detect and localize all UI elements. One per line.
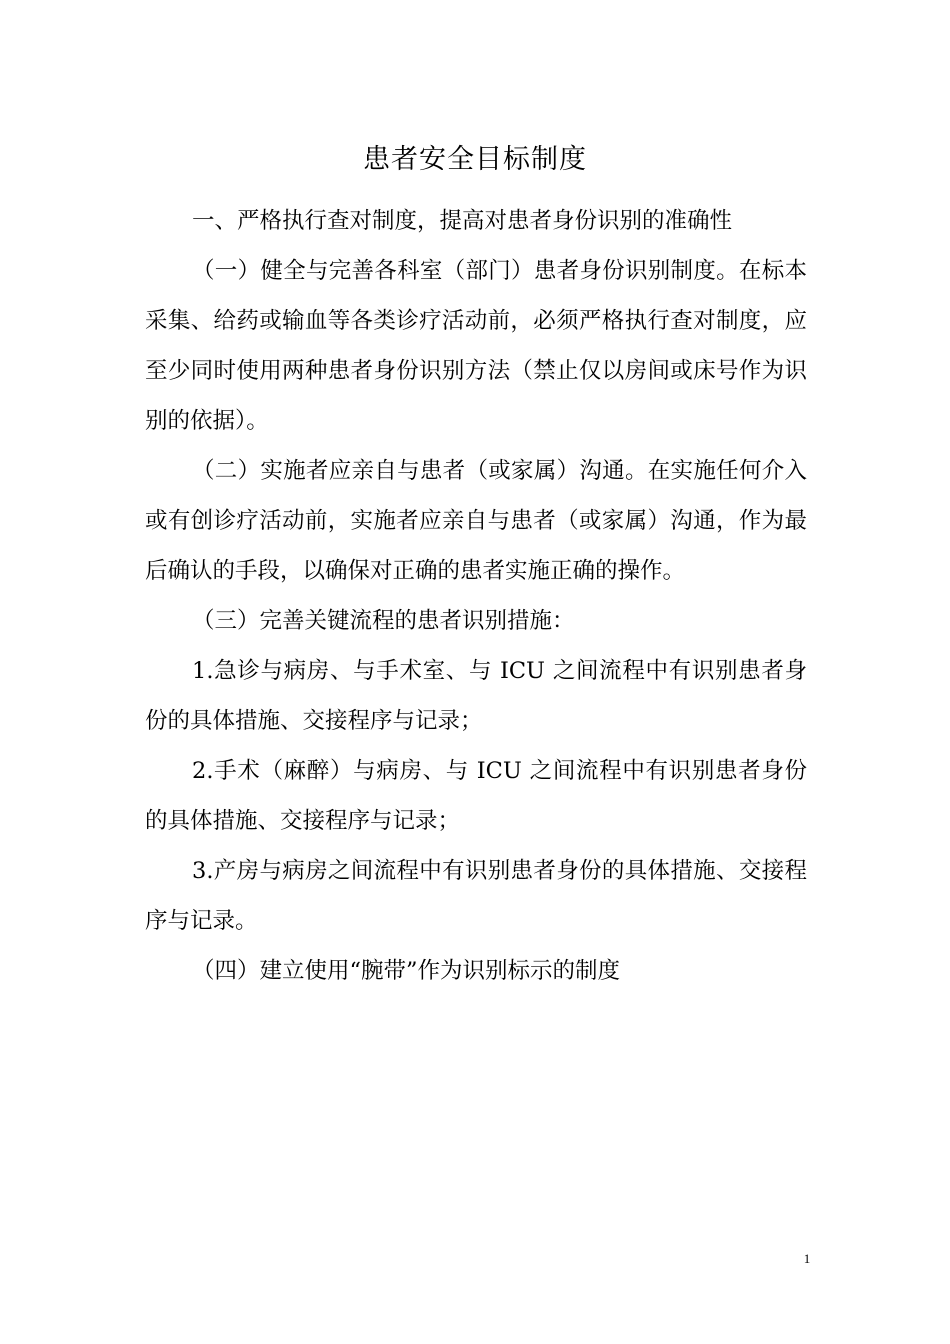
paragraph-key-process: （三）完善关键流程的患者识别措施： — [192, 608, 575, 634]
section-heading-1: 一、严格执行查对制度，提高对患者身份识别的准确性 — [192, 208, 733, 234]
document-body — [145, 196, 807, 996]
document-title: 患者安全目标制度 — [363, 144, 587, 175]
list-item-delivery-room: 3.产房与病房之间流程中有识别患者身份的具体措施、交接程序与记录。 — [145, 858, 807, 934]
paragraph-wristband: （四）建立使用“腕带”作为识别标示的制度 — [192, 958, 621, 984]
paragraph-identity-system: （一）健全与完善各科室（部门）患者身份识别制度。在标本采集、给药或输血等各类诊疗活动前，必须严格执行查对制度，应至少同时使用两种患者身份识别方法（禁止仅以房间或床号作为识别的依据）。 — [145, 258, 807, 434]
list-item-emergency: 1.急诊与病房、与手术室、与 ICU 之间流程中有识别患者身份的具体措施、交接程序与记录； — [145, 658, 807, 734]
list-item-surgery: 2.手术（麻醉）与病房、与 ICU 之间流程中有识别患者身份的具体措施、交接程序与记录； — [145, 758, 807, 834]
page-number: 1 — [803, 1251, 811, 1266]
paragraph-communication: （二）实施者应亲自与患者（或家属）沟通。在实施任何介入或有创诊疗活动前，实施者应亲自与患者（或家属）沟通，作为最后确认的手段，以确保对正确的患者实施正确的操作。 — [145, 458, 807, 584]
